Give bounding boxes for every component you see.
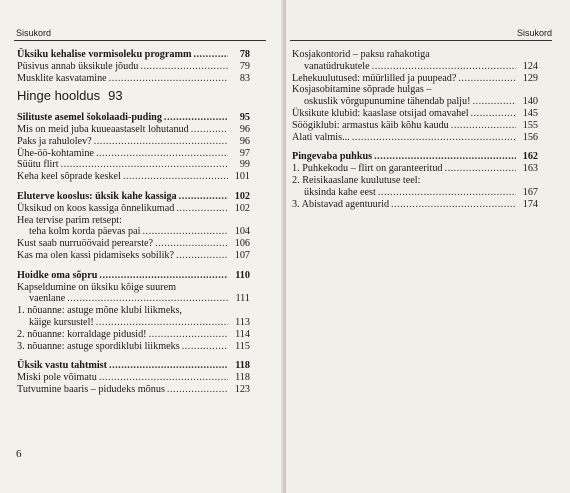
toc-entry: 1. Puhkekodu – flirt on garanteeritud ..... 163 bbox=[292, 163, 538, 175]
toc-entry: Üksiku kehalise vormisoleku programm ..... 78 bbox=[17, 49, 250, 61]
part-heading bbox=[17, 90, 250, 102]
toc-entry: Lehekuulutused: müürlilled ja puupead? ..... 129 bbox=[292, 73, 538, 85]
toc-entry: Paks ja rahulolev? ..... 96 bbox=[17, 136, 250, 148]
toc-entry: Ühe-öö-kohtamine ..... 97 bbox=[17, 148, 250, 160]
toc-entry: Üksikud on koos kassiga õnnelikumad ..... 102 bbox=[17, 203, 250, 215]
toc-entry: vanatüdrukutele ..... 124 bbox=[292, 61, 538, 73]
running-head: Sisukord bbox=[16, 28, 52, 38]
toc-entry: Süütu flirt ..... 99 bbox=[17, 159, 250, 171]
left-page bbox=[0, 0, 284, 493]
toc-entry: Miski pole võimatu ..... 118 bbox=[17, 372, 250, 384]
toc-section-head: Hoidke oma sõpru ..... 110 bbox=[17, 270, 250, 282]
header-rule bbox=[290, 40, 552, 41]
toc-section-head: Eluterve kooslus: üksik kahe kassiga ..... 102 bbox=[17, 191, 250, 203]
toc-entry: 2. nõuanne: korraldage pidusid! ..... 114 bbox=[17, 329, 250, 341]
page-number: 6 bbox=[16, 448, 22, 460]
toc-entry: Püsivus annab üksikule jõudu ..... 79 bbox=[17, 61, 250, 73]
toc-entry: Kas ma olen kassi pidamiseks sobilik? ..... 107 bbox=[17, 250, 250, 262]
running-head: Sisukord bbox=[516, 28, 552, 38]
toc-section-head: Silituste asemel šokolaadi-puding ..... 95 bbox=[17, 112, 250, 124]
toc-entry-line: 1. nõuanne: astuge mõne klubi liikmeks, bbox=[17, 305, 182, 317]
toc-entry: Mis on meid juba kuueaastaselt lohutanud ..... 96 bbox=[17, 124, 250, 136]
part-page: 93 bbox=[108, 88, 123, 104]
toc-entry: 3. Abistavad agentuurid ..... 174 bbox=[292, 199, 538, 211]
toc-entry: Keha keel sõprade keskel ..... 101 bbox=[17, 171, 250, 183]
toc-entry: oskuslik võrgupunumine tähendab palju! ..... 140 bbox=[292, 96, 538, 108]
toc-left bbox=[17, 49, 250, 396]
toc-entry: üksinda kahe eest ..... 167 bbox=[292, 187, 538, 199]
toc-entry-line: Kosjasobitamine sõprade hulgas – bbox=[292, 84, 432, 96]
toc-entry: Üksikute klubid: kaaslase otsijad omavahel ..... 145 bbox=[292, 108, 538, 120]
toc-right bbox=[292, 49, 538, 210]
part-title: Hinge hooldus bbox=[17, 88, 101, 104]
toc-section-head: Üksik vastu tahtmist ..... 118 bbox=[17, 360, 250, 372]
toc-entry: teha kolm korda päevas pai ..... 104 bbox=[17, 226, 250, 238]
toc-entry: Musklite kasvatamine ..... 83 bbox=[17, 73, 250, 85]
toc-entry: Söögiklubi: armastus käib kõhu kaudu ..... 155 bbox=[292, 120, 538, 132]
toc-entry: Kust saab nurruöövaid perearste? ..... 106 bbox=[17, 238, 250, 250]
toc-section-head: Pingevaba puhkus ..... 162 bbox=[292, 151, 538, 163]
toc-entry-line: Kapseldumine on üksiku kõige suurem bbox=[17, 281, 177, 293]
toc-entry-line: 2. Reisikaaslane kuulutuse teel: bbox=[292, 174, 421, 186]
toc-entry: käige kursustel! ..... 113 bbox=[17, 317, 250, 329]
header-rule bbox=[14, 40, 266, 41]
toc-entry-line: Kosjakontorid – paksu rahakotiga bbox=[292, 49, 430, 60]
toc-entry: 3. nõuanne: astuge spordiklubi liikmeks ..... 115 bbox=[17, 341, 250, 353]
toc-entry: vaenlane ..... 111 bbox=[17, 293, 250, 305]
toc-entry-line: Hea tervise parim retsept: bbox=[17, 214, 122, 226]
toc-entry: Alati valmis... ..... 156 bbox=[292, 132, 538, 144]
right-page bbox=[286, 0, 570, 493]
toc-entry: Tutvumine baaris – pidudeks mõnus ..... 123 bbox=[17, 384, 250, 396]
